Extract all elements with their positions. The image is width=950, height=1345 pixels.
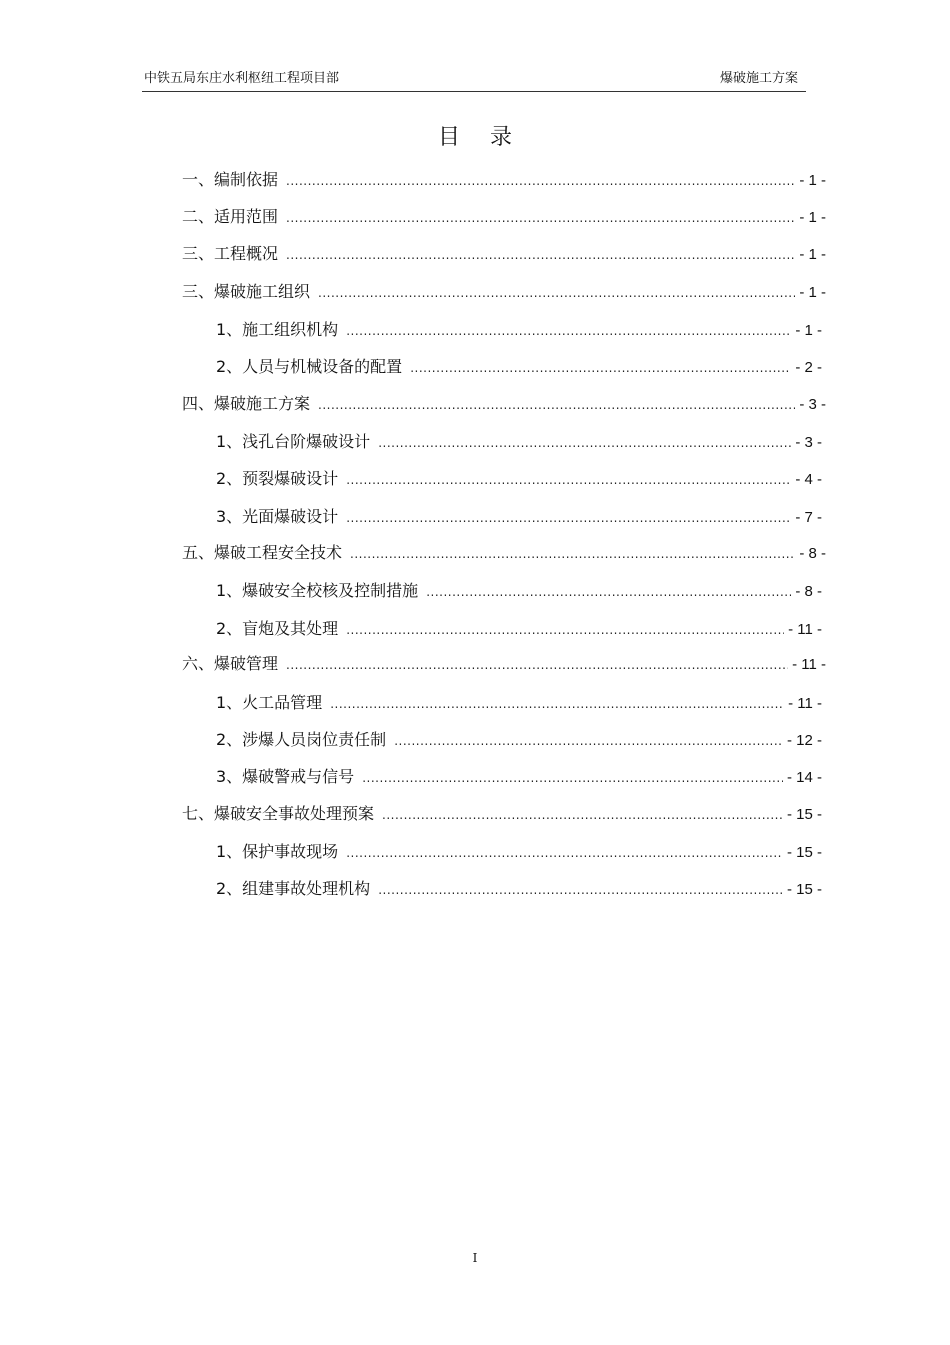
toc-entry-page: - 15 - (786, 844, 822, 861)
toc-entry[interactable] (182, 206, 826, 228)
toc-leader-dots (346, 619, 784, 641)
toc-entry[interactable] (182, 653, 826, 675)
toc-entry[interactable] (182, 393, 826, 415)
toc-entry[interactable] (216, 878, 822, 900)
toc-entry-page: - 12 - (786, 732, 822, 749)
toc-entry[interactable] (216, 468, 822, 490)
toc-leader-dots (410, 357, 791, 379)
toc-entry[interactable] (216, 729, 822, 751)
toc-leader-dots (426, 581, 791, 603)
toc-entry[interactable] (216, 356, 822, 378)
page-number: I (472, 1251, 478, 1265)
toc-entry-label: 三、爆破施工组织 (182, 282, 311, 301)
toc-entry-label: 2、人员与机械设备的配置 (216, 357, 403, 376)
toc-leader-dots (362, 767, 783, 789)
toc-entry[interactable] (182, 169, 826, 191)
toc-leader-dots (330, 693, 784, 715)
toc-leader-dots (382, 804, 783, 826)
toc-entry[interactable] (216, 618, 822, 640)
toc-leader-dots (318, 394, 795, 416)
toc-entry-page: - 15 - (786, 806, 822, 823)
toc-entry-label: 1、保护事故现场 (216, 842, 339, 861)
toc-entry[interactable] (182, 243, 826, 265)
toc-entry-label: 2、预裂爆破设计 (216, 469, 339, 488)
toc-leader-dots (286, 654, 788, 676)
toc-entry-label: 二、适用范围 (182, 207, 279, 226)
toc-title: 目录 (437, 125, 542, 150)
toc-entry[interactable] (216, 319, 822, 341)
toc-leader-dots (346, 469, 791, 491)
toc-entry[interactable] (182, 281, 826, 303)
toc-entry-label: 2、组建事故处理机构 (216, 879, 371, 898)
toc-leader-dots (378, 432, 791, 454)
toc-entry-page: - 1 - (799, 172, 826, 189)
toc-entry-label: 五、爆破工程安全技术 (182, 543, 343, 562)
header-document-title: 爆破施工方案 (719, 71, 798, 86)
toc-entry[interactable] (216, 506, 822, 528)
toc-leader-dots (286, 170, 795, 192)
toc-entry[interactable] (216, 766, 822, 788)
toc-entry-label: 一、编制依据 (182, 170, 279, 189)
toc-entry-label: 七、爆破安全事故处理预案 (182, 804, 375, 823)
toc-entry-page: - 11 - (788, 695, 822, 712)
toc-leader-dots (346, 507, 791, 529)
toc-entry-label: 3、光面爆破设计 (216, 507, 339, 526)
toc-entry-page: - 1 - (799, 246, 826, 263)
toc-entry-page: - 3 - (795, 434, 822, 451)
toc-entry-page: - 8 - (795, 583, 822, 600)
toc-entry-label: 2、盲炮及其处理 (216, 619, 339, 638)
toc-entry[interactable] (216, 692, 822, 714)
toc-entry-page: - 15 - (786, 881, 822, 898)
toc-entry[interactable] (216, 431, 822, 453)
toc-entry-label: 1、火工品管理 (216, 693, 323, 712)
toc-entry-label: 四、爆破施工方案 (182, 394, 311, 413)
toc-entry-page: - 1 - (795, 322, 822, 339)
toc-leader-dots (346, 320, 791, 342)
toc-entry[interactable] (216, 841, 822, 863)
toc-leader-dots (286, 207, 795, 229)
toc-entry-page: - 11 - (788, 621, 822, 638)
toc-leader-dots (394, 730, 783, 752)
toc-entry-page: - 11 - (792, 656, 826, 673)
toc-entry-label: 3、爆破警戒与信号 (216, 767, 355, 786)
toc-entry-label: 六、爆破管理 (182, 654, 279, 673)
toc-entry-page: - 1 - (799, 284, 826, 301)
toc-entry-page: - 7 - (795, 509, 822, 526)
toc-entry-page: - 3 - (799, 396, 826, 413)
toc-entry-page: - 4 - (795, 471, 822, 488)
header-project-name: 中铁五局东庄水利枢纽工程项目部 (144, 71, 340, 86)
toc-entry-label: 2、涉爆人员岗位责任制 (216, 730, 387, 749)
toc-leader-dots (350, 543, 795, 565)
toc-entry-page: - 14 - (786, 769, 822, 786)
toc-entry-label: 1、浅孔台阶爆破设计 (216, 432, 371, 451)
toc-entry-label: 三、工程概况 (182, 244, 279, 263)
toc-entry-page: - 1 - (799, 209, 826, 226)
toc-entry-label: 1、爆破安全校核及控制措施 (216, 581, 419, 600)
toc-leader-dots (346, 842, 783, 864)
toc-leader-dots (318, 282, 795, 304)
toc-entry[interactable] (182, 542, 826, 564)
toc-leader-dots (286, 244, 795, 266)
toc-entry-page: - 8 - (799, 545, 826, 562)
toc-entry-page: - 2 - (795, 359, 822, 376)
toc-leader-dots (378, 879, 783, 901)
toc-entry-label: 1、施工组织机构 (216, 320, 339, 339)
toc-entry[interactable] (216, 580, 822, 602)
toc-entry[interactable] (182, 803, 822, 825)
